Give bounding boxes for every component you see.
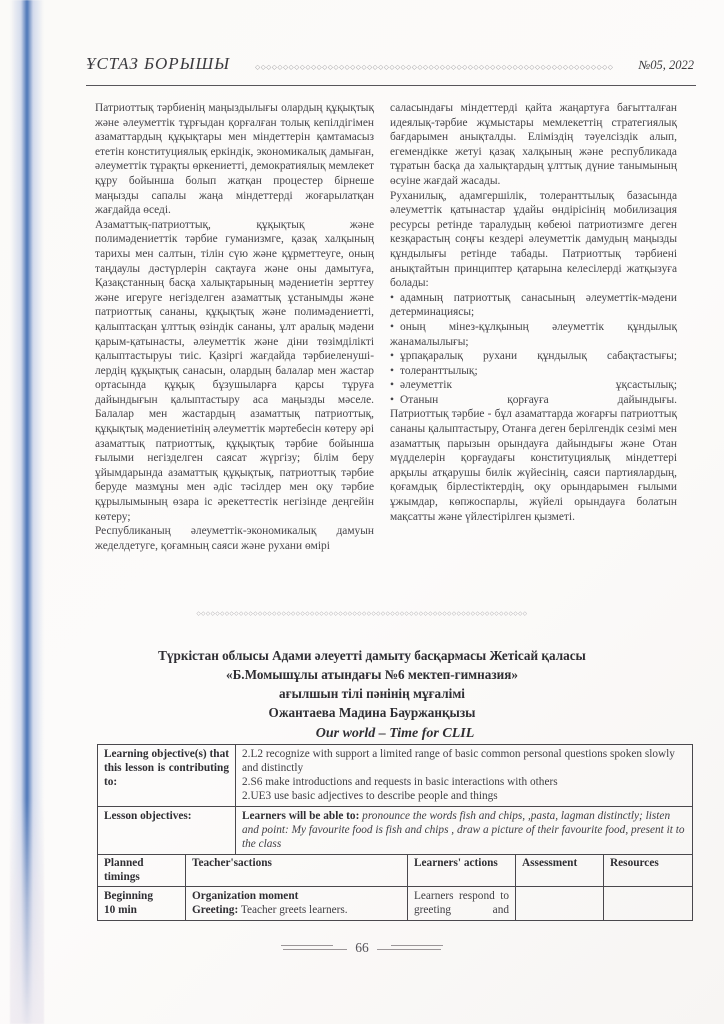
footer-rule-left bbox=[275, 945, 347, 951]
lesson-objectives-cell bbox=[236, 807, 693, 855]
bullet-item: • оның мінез-құлқының әлеуметтік құндылық жанамалылығы; bbox=[390, 320, 677, 348]
learners-actions-cell: Learners respond to greeting and bbox=[408, 887, 516, 921]
footer-rule-right bbox=[377, 945, 449, 951]
article-left-column bbox=[95, 101, 374, 553]
timing-cell bbox=[98, 887, 186, 921]
col-resources: Resources bbox=[604, 855, 693, 887]
paragraph: Азаматтық-патриоттық, құқықтық және полимәдениеттік тәрбие гуманизмге, қазақ халқының тарихы мен салтын, тілін сүю және құрметтеуге, оның таңдаулы дәстүрлерін сақтауға және оны дамытуға, Қазақстанның басқа халықтарының мәдениетін зерттеу және игеруге негізделген азаматтық ұстанымды және патриоттық сананы, құқықтық және полимәдениетті, қалыптасқан ұлттық өзіндік сананы, ұлт аралық мәдени қарым-қатынасты, әлеуметтік және діни төзімділікті қалыптастыруы тиіс. Қазіргі жағдайда тәрбиеленуші-лердің құқықтық санасын, олардың балалар мен жастар ортасында құқық бұзушыларға қарсы тұруға дайындығын қалыптастыру аса маңызды мәселе. Балалар мен жастардың азаматтық патриоттық, құқықтық мәдениетінің әлеуметтік мәртебесін көтеру әрі азаматтық патриоттық, құқықтық тәрбие бойынша ғылыми негізделген саясат жүргізу; білім беру ұйымдарында азаматтық құқықтық, патриоттық тәрбие беруде мазмұны мен әдіс тәсілдер мен оқу тәрбие құрылымының өзара іс әрекеттестік негізінде деңгейін көтеру; bbox=[95, 218, 374, 523]
lesson-plan-grid bbox=[97, 854, 693, 921]
bullet-item: • Отанын қорғауға дайындығы. bbox=[390, 393, 677, 406]
scan-binding-stripe bbox=[10, 0, 44, 1024]
paragraph: Патриоттық тәрбие - бұл азаматтарда жоғарғы патриоттық сананы қалыптастыру, Отанға деген берілгендік сезімі мен азаматтық парызын орындауға дайындығы және Отан мүдделерін қорғаудағы конституциялық міндеттері арқылы атқарушы билік жүйесінің, саяси партиялардың, қоғамдық бірлестіктердің, оқу орындарымен ғылыми ұжымдар, көпжоспарлы, жүйелі орындауға болатын мақсатты және үйлестірілген қызметі. bbox=[390, 408, 677, 523]
bullet-item: • адамның патриоттық санасының әлеуметтік-мәдени детерминациясы; bbox=[390, 291, 677, 319]
table-row bbox=[98, 745, 693, 807]
bullet-icon: • bbox=[390, 291, 394, 304]
header-divider-rule bbox=[86, 85, 696, 86]
author-byline bbox=[60, 646, 684, 722]
objective-line: 2.L2 recognize with support a limited range of basic common personal questions spoken slowly and distinctly bbox=[242, 748, 675, 774]
teacher-action-line: Greeting: Teacher greets learners. bbox=[192, 904, 348, 916]
journal-title: ҰСТАЗ БОРЫШЫ bbox=[86, 54, 231, 73]
teacher-actions-cell bbox=[186, 887, 408, 921]
bullet-icon: • bbox=[390, 364, 394, 377]
diamond-chain-ornament: ◇◇◇◇◇◇◇◇◇◇◇◇◇◇◇◇◇◇◇◇◇◇◇◇◇◇◇◇◇◇◇◇◇◇◇◇◇◇◇◇◇◇◇◇◇◇◇◇◇◇◇◇◇◇◇◇◇◇◇◇◇◇◇◇ bbox=[255, 64, 614, 71]
bullet-icon: • bbox=[390, 320, 394, 333]
lesson-objectives-label: Lesson objectives: bbox=[98, 807, 236, 855]
col-teacher-actions: Teacher'sactions bbox=[186, 855, 408, 887]
objectives-text: pronounce the words fish and chips, ,pasta, lagman distinctly; listen and point: My favourite food is fish and chips , draw a picture of their favourite food, present it to the class bbox=[242, 810, 685, 850]
lesson-plan-tables bbox=[97, 744, 693, 921]
bullet-icon: • bbox=[390, 379, 394, 392]
resources-cell bbox=[604, 887, 693, 921]
paragraph: Патриоттық тәрбиенің маңыздылығы олардың құқықтық және әлеуметтік тұрғыдан қорғалған толық кепілдігімен азаматтардың құқықтары мен міндеттерін қамтамасыз ететін конституциялық еркіндік, экономикалық дамыған, әлеуметтік тұрақты өркениетті, демократиялық мемлекет құру бойынша болып жатқан процестер бірнеше маңызды сапалы жаңа міндеттерді жоғарылатқан жағдайда өседі. bbox=[95, 102, 374, 217]
paragraph: саласындағы міндеттерді қайта жаңартуға бағытталған идеялық-тәрбие жұмыстары мемлекеттің стратегиялық бағдарымен анықталды. Еліміздің тәуелсіздік алып, егемендікке жетуі қазақ халқының және республикада тұратын басқа да халықтардың ұлттық дүние танымының өсуіне жағдай жасады. bbox=[390, 102, 677, 187]
bullet-icon: • bbox=[390, 393, 394, 406]
plan-data-row bbox=[98, 887, 693, 921]
byline-line: ағылшын тілі пәнінің мұғалімі bbox=[279, 686, 465, 701]
table-row bbox=[98, 807, 693, 855]
col-learners-actions: Learners' actions bbox=[408, 855, 516, 887]
assessment-cell bbox=[516, 887, 604, 921]
bullet-item: • толеранттылық; bbox=[390, 364, 478, 377]
byline-line: Түркістан облысы Адами әлеуетті дамыту басқармасы Жетісай қаласы bbox=[158, 648, 586, 663]
issue-number: №05, 2022 bbox=[638, 58, 694, 72]
page-footer bbox=[0, 940, 724, 956]
objective-line: 2.UE3 use basic adjectives to describe people and things bbox=[242, 790, 498, 802]
lesson-objectives-table bbox=[97, 744, 693, 855]
teacher-action-heading: Organization moment bbox=[192, 890, 299, 902]
bullet-item: • әлеуметтік ұқсастылық; bbox=[390, 379, 677, 392]
col-planned-timings: Planned timings bbox=[98, 855, 186, 887]
objective-line: 2.S6 make introductions and requests in basic interactions with others bbox=[242, 776, 558, 788]
section-separator-ornament: ◇◇◇◇◇◇◇◇◇◇◇◇◇◇◇◇◇◇◇◇◇◇◇◇◇◇◇◇◇◇◇◇◇◇◇◇◇◇◇◇◇◇◇◇◇◇◇◇◇◇◇◇◇◇◇◇◇◇◇◇◇◇◇◇◇◇◇◇◇◇ bbox=[196, 611, 528, 617]
page-header bbox=[86, 54, 694, 74]
page-number: 66 bbox=[355, 940, 369, 955]
timing-line: Beginning bbox=[104, 890, 153, 902]
paragraph: Руханилық, адамгершілік, толеранттылық базасында әлеуметтік қатынастар ұдайы өндірісінің мобилизация ресурсы ретінде таралудың көбеюі патриотизмге деген кезқарастың соңғы кездері әлеуметтік дамудың маңызды құндылығы ретінде табады. Патриоттық тәрбиені анықтайтын принциптер қатарына келесілерді жатқызуға болады: bbox=[390, 189, 677, 290]
lesson-title: Our world – Time for CLIL bbox=[315, 726, 475, 741]
article-body bbox=[95, 101, 677, 553]
objectives-lead: Learners will be able to: bbox=[242, 810, 360, 822]
col-assessment: Assessment bbox=[516, 855, 604, 887]
byline-line: «Б.Момышұлы атындағы №6 мектеп-гимназия» bbox=[226, 667, 518, 682]
plan-header-row bbox=[98, 855, 693, 887]
bullet-item: • ұрпақаралық рухани құндылық сабақтастығы; bbox=[390, 350, 677, 363]
bullet-icon: • bbox=[390, 350, 394, 363]
learning-objectives-label: Learning objective(s) that this lesson is contributing to: bbox=[98, 745, 236, 807]
byline-line: Ожантаева Мадина Бауржанқызы bbox=[268, 705, 476, 720]
timing-line: 10 min bbox=[104, 904, 137, 916]
paragraph: Республиканың әлеуметтік-экономикалық дамуын жеделдетуге, қоғамның саяси және рухани өмірі bbox=[95, 525, 374, 552]
learning-objectives-cell bbox=[236, 745, 693, 807]
article-right-column bbox=[390, 101, 677, 553]
